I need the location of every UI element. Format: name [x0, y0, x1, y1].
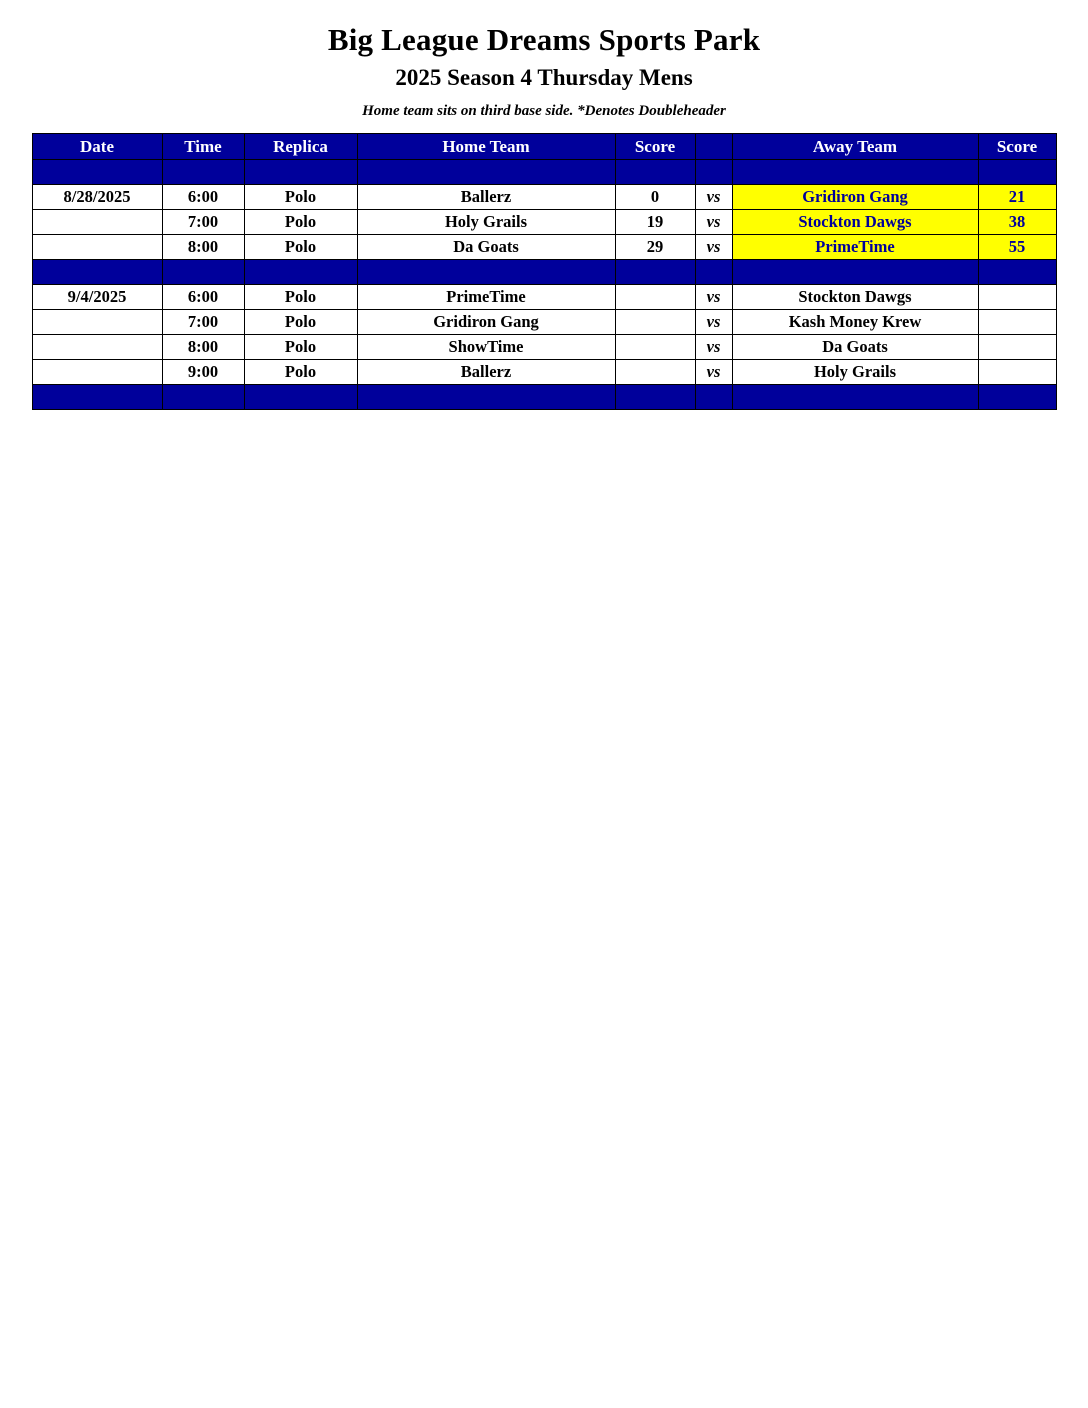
title-block	[0, 0, 1088, 120]
cell-replica: Polo	[244, 235, 357, 260]
cell-away-team: PrimeTime	[732, 235, 978, 260]
cell-date	[32, 310, 162, 335]
cell-away-score	[978, 285, 1056, 310]
spacer-cell	[615, 260, 695, 285]
cell-date	[32, 210, 162, 235]
cell-home-team: Holy Grails	[357, 210, 615, 235]
spacer-cell	[615, 160, 695, 185]
spacer-cell	[978, 260, 1056, 285]
table-row	[32, 335, 1056, 360]
cell-time: 6:00	[162, 285, 244, 310]
cell-vs: vs	[695, 235, 732, 260]
spacer-cell	[162, 260, 244, 285]
cell-away-team: Kash Money Krew	[732, 310, 978, 335]
cell-away-score: 55	[978, 235, 1056, 260]
cell-replica: Polo	[244, 185, 357, 210]
spacer-cell	[695, 385, 732, 410]
cell-date	[32, 235, 162, 260]
column-header-home-score: Score	[615, 134, 695, 160]
spacer-cell	[978, 160, 1056, 185]
cell-home-team: Gridiron Gang	[357, 310, 615, 335]
cell-home-score	[615, 285, 695, 310]
cell-home-score: 29	[615, 235, 695, 260]
cell-home-team: ShowTime	[357, 335, 615, 360]
table-row	[32, 360, 1056, 385]
table-row	[32, 210, 1056, 235]
spacer-cell	[732, 260, 978, 285]
spacer-cell	[695, 160, 732, 185]
spacer-cell	[732, 160, 978, 185]
cell-time: 8:00	[162, 235, 244, 260]
cell-time: 6:00	[162, 185, 244, 210]
cell-date	[32, 335, 162, 360]
column-header-replica: Replica	[244, 134, 357, 160]
table-header	[32, 134, 1056, 160]
table-spacer-row	[32, 385, 1056, 410]
spacer-cell	[162, 385, 244, 410]
cell-away-score: 38	[978, 210, 1056, 235]
cell-replica: Polo	[244, 335, 357, 360]
cell-replica: Polo	[244, 285, 357, 310]
spacer-cell	[357, 160, 615, 185]
spacer-cell	[357, 260, 615, 285]
table-spacer-row	[32, 160, 1056, 185]
cell-replica: Polo	[244, 210, 357, 235]
cell-home-team: Ballerz	[357, 185, 615, 210]
spacer-cell	[357, 385, 615, 410]
cell-away-score	[978, 360, 1056, 385]
cell-away-team: Gridiron Gang	[732, 185, 978, 210]
table-row	[32, 235, 1056, 260]
cell-away-team: Stockton Dawgs	[732, 285, 978, 310]
spacer-cell	[32, 260, 162, 285]
spacer-cell	[32, 385, 162, 410]
cell-time: 7:00	[162, 310, 244, 335]
column-header-home-team: Home Team	[357, 134, 615, 160]
cell-home-team: PrimeTime	[357, 285, 615, 310]
table-spacer-row	[32, 260, 1056, 285]
spacer-cell	[244, 160, 357, 185]
spacer-cell	[978, 385, 1056, 410]
spacer-cell	[32, 160, 162, 185]
spacer-cell	[695, 260, 732, 285]
cell-replica: Polo	[244, 310, 357, 335]
cell-date: 8/28/2025	[32, 185, 162, 210]
cell-replica: Polo	[244, 360, 357, 385]
page-subtitle: 2025 Season 4 Thursday Mens	[395, 64, 693, 90]
cell-vs: vs	[695, 360, 732, 385]
cell-home-score: 0	[615, 185, 695, 210]
page-title: Big League Dreams Sports Park	[327, 22, 761, 57]
spacer-cell	[244, 260, 357, 285]
cell-home-team: Ballerz	[357, 360, 615, 385]
cell-time: 8:00	[162, 335, 244, 360]
table-row	[32, 285, 1056, 310]
column-header-date: Date	[32, 134, 162, 160]
cell-home-score	[615, 360, 695, 385]
cell-away-score	[978, 310, 1056, 335]
spacer-cell	[244, 385, 357, 410]
table-header-row	[32, 134, 1056, 160]
cell-away-team: Da Goats	[732, 335, 978, 360]
spacer-cell	[732, 385, 978, 410]
cell-vs: vs	[695, 310, 732, 335]
cell-away-score	[978, 335, 1056, 360]
column-header-vs	[695, 134, 732, 160]
column-header-away-team: Away Team	[732, 134, 978, 160]
table-row	[32, 310, 1056, 335]
cell-time: 7:00	[162, 210, 244, 235]
cell-home-score: 19	[615, 210, 695, 235]
cell-vs: vs	[695, 185, 732, 210]
spacer-cell	[162, 160, 244, 185]
cell-home-team: Da Goats	[357, 235, 615, 260]
cell-home-score	[615, 310, 695, 335]
column-header-time: Time	[162, 134, 244, 160]
cell-time: 9:00	[162, 360, 244, 385]
cell-away-score: 21	[978, 185, 1056, 210]
cell-home-score	[615, 335, 695, 360]
cell-date	[32, 360, 162, 385]
spacer-cell	[615, 385, 695, 410]
cell-away-team: Holy Grails	[732, 360, 978, 385]
cell-away-team: Stockton Dawgs	[732, 210, 978, 235]
table-body	[32, 160, 1056, 410]
cell-vs: vs	[695, 335, 732, 360]
cell-vs: vs	[695, 285, 732, 310]
schedule-table	[32, 133, 1057, 410]
cell-vs: vs	[695, 210, 732, 235]
column-header-away-score: Score	[978, 134, 1056, 160]
page-note: Home team sits on third base side. *Denotes Doubleheader	[362, 103, 726, 120]
table-row	[32, 185, 1056, 210]
cell-date: 9/4/2025	[32, 285, 162, 310]
